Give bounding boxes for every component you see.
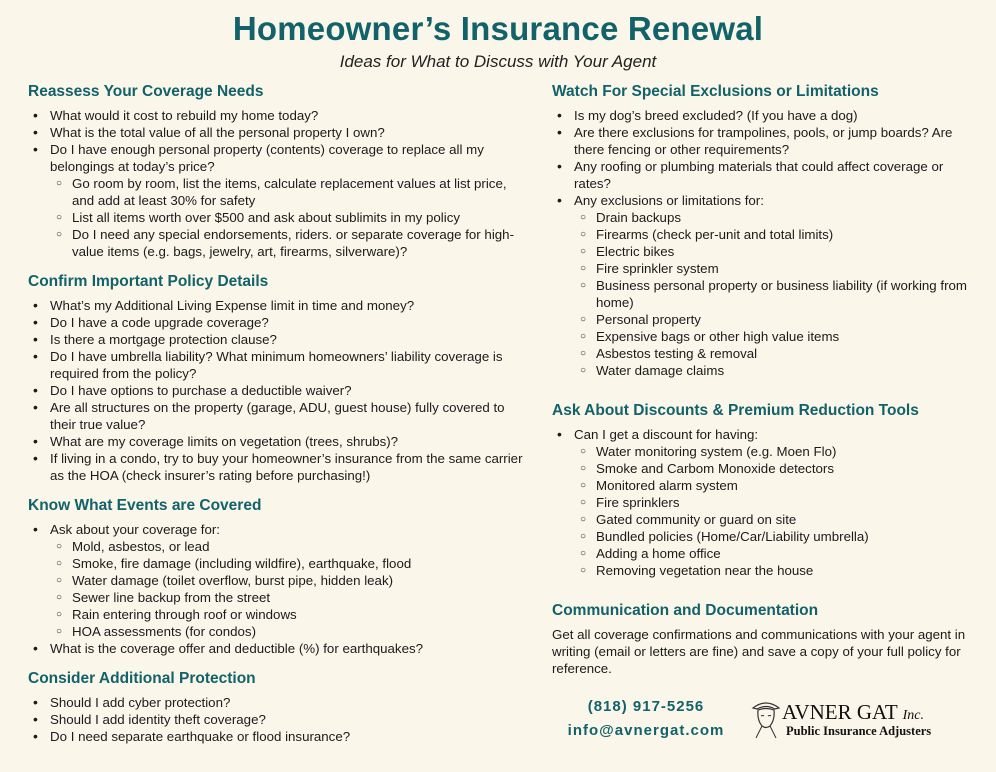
list-item	[552, 426, 980, 579]
company-logo	[750, 694, 950, 742]
sub-list-item: ○ Go room by room, list the items, calculate replacement values at list price, and add at least 30% for safety	[50, 175, 528, 209]
list-item: • Any roofing or plumbing materials that could affect coverage or rates?	[552, 158, 980, 192]
section-exclusions	[552, 82, 980, 379]
list-item: • Is there a mortgage protection clause?	[28, 331, 528, 348]
page-subtitle: Ideas for What to Discuss with Your Agent	[339, 52, 657, 71]
sub-list-item: ○ List all items worth over $500 and ask about sublimits in my policy	[50, 209, 528, 226]
sub-list-item: ○ HOA assessments (for condos)	[50, 623, 528, 640]
sub-list-item: ○ Do I need any special endorsements, riders. or separate coverage for high-value items (e.g. bags, jewelry, art, firearms, silverware)?	[50, 226, 528, 260]
list-item	[552, 192, 980, 379]
sub-list-item: ○ Electric bikes	[574, 243, 980, 260]
list-item: • What would it cost to rebuild my home today?	[28, 107, 528, 124]
sub-list-item: ○ Personal property	[574, 311, 980, 328]
bullet-list	[28, 297, 528, 484]
list-item: • What are my coverage limits on vegetation (trees, shrubs)?	[28, 433, 528, 450]
sub-list-item: ○ Bundled policies (Home/Car/Liability umbrella)	[574, 528, 980, 545]
sub-list-item: ○ Water monitoring system (e.g. Moen Flo)	[574, 443, 980, 460]
list-item: • Do I need separate earthquake or flood insurance?	[28, 728, 528, 745]
sub-list-item: ○ Smoke, fire damage (including wildfire), earthquake, flood	[50, 555, 528, 572]
section-heading: Ask About Discounts & Premium Reduction Tools	[552, 402, 919, 419]
list-item	[28, 521, 528, 640]
list-item: • What is the coverage offer and deductible (%) for earthquakes?	[28, 640, 528, 657]
list-item: • What is the total value of all the personal property I own?	[28, 124, 528, 141]
section-heading: Communication and Documentation	[552, 602, 819, 619]
sub-list-item: ○ Water damage (toilet overflow, burst pipe, hidden leak)	[50, 572, 528, 589]
section-heading: Confirm Important Policy Details	[28, 273, 269, 290]
logo-name	[782, 700, 924, 725]
bullet-list	[28, 694, 528, 745]
sub-list-item: ○ Sewer line backup from the street	[50, 589, 528, 606]
logo-name-text: AVNER GAT	[782, 700, 898, 724]
email-link[interactable]: info@avnergat.com	[567, 722, 725, 739]
sub-list	[574, 443, 980, 579]
list-item-text: Do I have enough personal property (contents) coverage to replace all my belongings at today’s price?	[50, 142, 484, 174]
list-item: • Should I add identity theft coverage?	[28, 711, 528, 728]
section-events	[28, 496, 528, 657]
section-heading: Know What Events are Covered	[28, 497, 262, 514]
sub-list-item: ○ Firearms (check per-unit and total limits)	[574, 226, 980, 243]
sub-list-item: ○ Asbestos testing & removal	[574, 345, 980, 362]
list-item: • Should I add cyber protection?	[28, 694, 528, 711]
section-additional	[28, 669, 528, 745]
list-item: • If living in a condo, try to buy your homeowner’s insurance from the same carrier as the HOA (check insurer’s rating before purchasing!)	[28, 450, 528, 484]
man-with-hat-icon	[750, 696, 782, 740]
bullet-list	[552, 107, 980, 379]
sub-list-item: ○ Expensive bags or other high value items	[574, 328, 980, 345]
section-discounts	[552, 401, 980, 579]
list-item: • What’s my Additional Living Expense limit in time and money?	[28, 297, 528, 314]
bullet-list	[28, 107, 528, 260]
logo-tagline: Public Insurance Adjusters	[786, 724, 932, 738]
sub-list-item: ○ Gated community or guard on site	[574, 511, 980, 528]
sub-list-item: ○ Fire sprinkler system	[574, 260, 980, 277]
left-column	[28, 82, 528, 757]
list-item-text: Any exclusions or limitations for:	[574, 193, 764, 208]
bullet-list	[552, 426, 980, 579]
list-item: • Are there exclusions for trampolines, pools, or jump boards? Are there fencing or other requirements?	[552, 124, 980, 158]
right-column	[552, 82, 980, 689]
list-item-text: Can I get a discount for having:	[574, 427, 759, 442]
sub-list-item: ○ Removing vegetation near the house	[574, 562, 980, 579]
sub-list-item: ○ Monitored alarm system	[574, 477, 980, 494]
sub-list-item: ○ Smoke and Carbom Monoxide detectors	[574, 460, 980, 477]
list-item: • Is my dog’s breed excluded? (If you have a dog)	[552, 107, 980, 124]
list-item: • Are all structures on the property (garage, ADU, guest house) fully covered to their true value?	[28, 399, 528, 433]
sub-list-item: ○ Water damage claims	[574, 362, 980, 379]
sub-list-item: ○ Rain entering through roof or windows	[50, 606, 528, 623]
section-confirm	[28, 272, 528, 484]
sub-list	[50, 538, 528, 640]
list-item	[28, 141, 528, 260]
sub-list-item: ○ Fire sprinklers	[574, 494, 980, 511]
sub-list-item: ○ Adding a home office	[574, 545, 980, 562]
logo-inc: Inc.	[902, 708, 924, 723]
list-item: • Do I have options to purchase a deductible waiver?	[28, 382, 528, 399]
section-reassess	[28, 82, 528, 260]
list-item: • Do I have a code upgrade coverage?	[28, 314, 528, 331]
sub-list-item: ○ Drain backups	[574, 209, 980, 226]
section-heading: Reassess Your Coverage Needs	[28, 83, 264, 100]
sub-list	[50, 175, 528, 260]
phone-number[interactable]: (818) 917-5256	[587, 698, 705, 715]
bullet-list	[28, 521, 528, 657]
sub-list-item: ○ Business personal property or business liability (if working from home)	[574, 277, 980, 311]
page-title: Homeowner’s Insurance Renewal	[232, 10, 764, 47]
section-heading: Consider Additional Protection	[28, 670, 256, 687]
sub-list	[574, 209, 980, 379]
section-communication	[552, 601, 980, 677]
list-item-text: Ask about your coverage for:	[50, 522, 220, 537]
section-heading: Watch For Special Exclusions or Limitations	[552, 83, 879, 100]
list-item: • Do I have umbrella liability? What minimum homeowners’ liability coverage is required from the policy?	[28, 348, 528, 382]
communication-text: Get all coverage confirmations and communications with your agent in writing (email or letters are fine) and save a copy of your full policy for reference.	[552, 627, 966, 676]
sub-list-item: ○ Mold, asbestos, or lead	[50, 538, 528, 555]
